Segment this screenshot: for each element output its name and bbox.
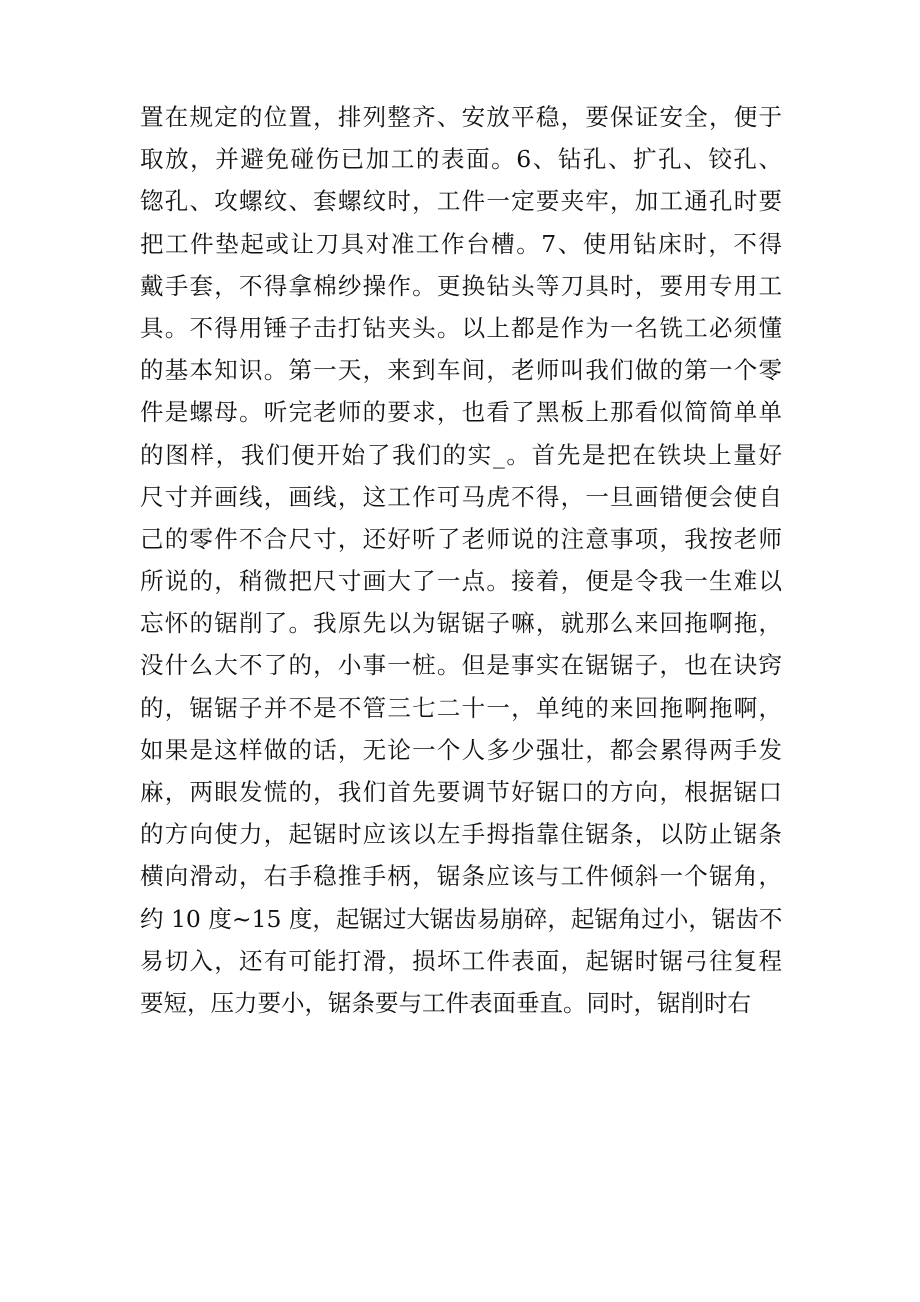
text-line: 把工件垫起或让刀具对准工作台槽。7、使用钻床时，不得 [140, 229, 782, 258]
text-line: 横向滑动，右手稳推手柄，锯条应该与工件倾斜一个锯角， [140, 862, 782, 891]
text-line: 的图样，我们便开始了我们的实_。首先是把在铁块上量好 [140, 440, 782, 469]
text-line: 戴手套，不得拿棉纱操作。更换钻头等刀具时，要用专用工 [140, 271, 782, 300]
text-line: 约 10 度~15 度，起锯过大锯齿易崩碎，起锯角过小，锯齿不 [140, 904, 782, 933]
text-line: 的方向使力，起锯时应该以左手拇指靠住锯条，以防止锯条 [140, 820, 782, 849]
text-line: 锪孔、攻螺纹、套螺纹时，工件一定要夹牢，加工通孔时要 [140, 187, 782, 216]
text-line: 所说的，稍微把尺寸画大了一点。接着，便是令我一生难以 [140, 567, 782, 596]
text-line: 的基本知识。第一天，来到车间，老师叫我们做的第一个零 [140, 356, 782, 385]
text-line: 易切入，还有可能打滑，损坏工件表面，起锯时锯弓往复程 [140, 946, 782, 975]
text-line: 具。不得用锤子击打钻夹头。以上都是作为一名铣工必须懂 [140, 313, 782, 342]
text-line: 取放，并避免碰伤已加工的表面。6、钻孔、扩孔、铰孔、 [140, 145, 782, 174]
text-line: 置在规定的位置，排列整齐、安放平稳，要保证安全，便于 [140, 103, 782, 131]
text-line: 忘怀的锯削了。我原先以为锯锯子嘛，就那么来回拖啊拖， [140, 609, 782, 638]
text-line: 如果是这样做的话，无论一个人多少强壮，都会累得两手发 [140, 735, 782, 764]
text-line: 要短，压力要小，锯条要与工件表面垂直。同时，锯削时右 [140, 988, 751, 1017]
text-line: 的，锯锯子并不是不管三七二十一，单纯的来回拖啊拖啊， [140, 693, 782, 722]
text-line: 件是螺母。听完老师的要求，也看了黑板上那看似简简单单 [140, 398, 782, 427]
text-line: 麻，两眼发慌的，我们首先要调节好锯口的方向，根据锯口 [140, 778, 782, 806]
text-line: 尺寸并画线，画线，这工作可马虎不得，一旦画错便会使自 [140, 482, 782, 511]
document-page [140, 96, 782, 1196]
text-line: 己的零件不合尺寸，还好听了老师说的注意事项，我按老师 [140, 524, 782, 553]
text-line: 没什么大不了的，小事一桩。但是事实在锯锯子，也在诀窍 [140, 651, 782, 680]
